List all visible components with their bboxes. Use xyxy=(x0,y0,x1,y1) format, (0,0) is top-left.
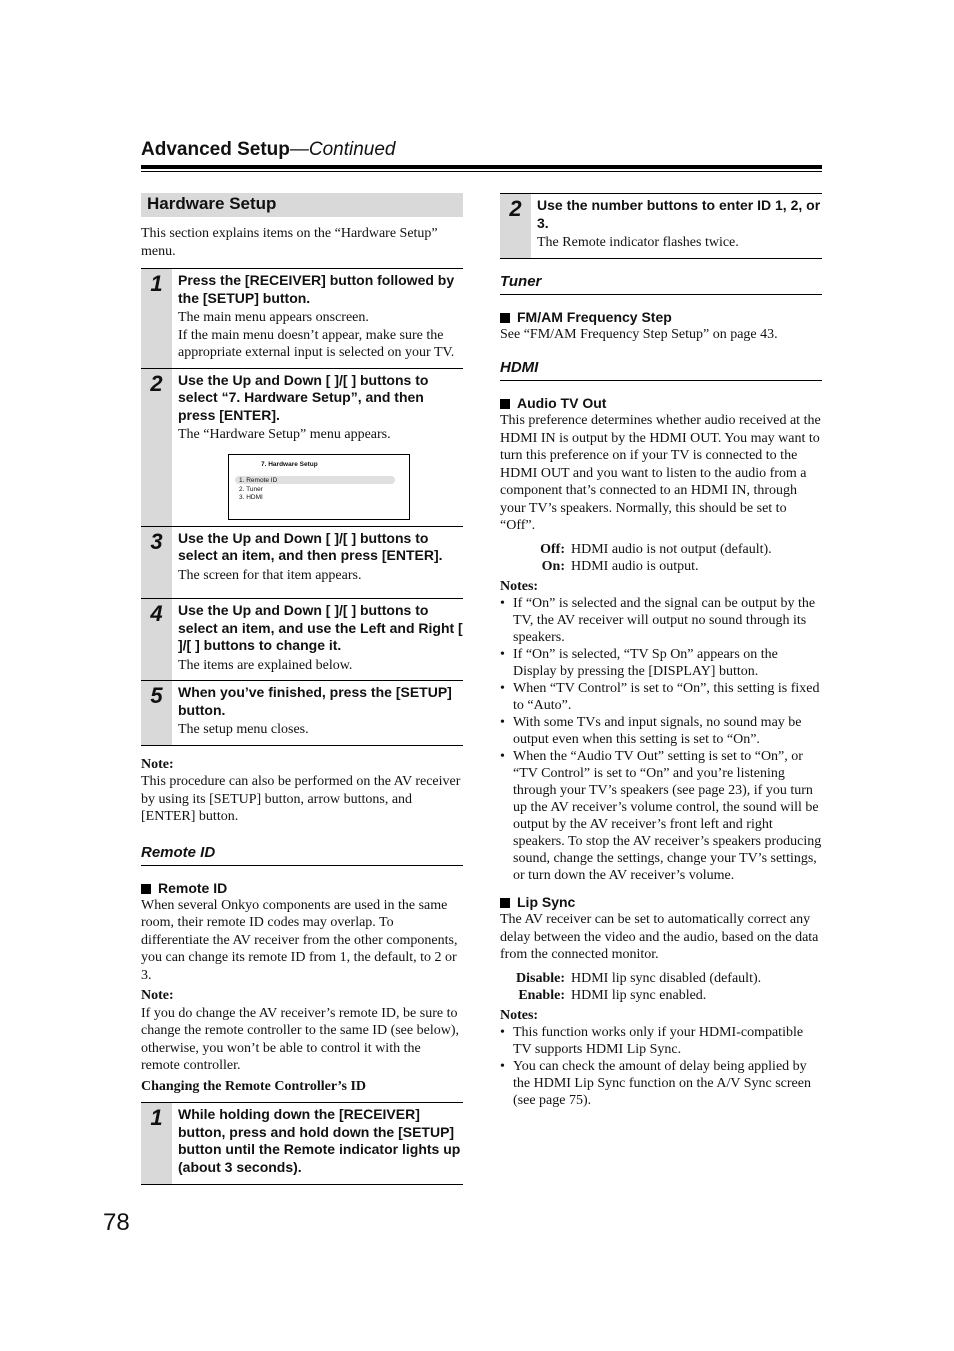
step-title: While holding down the [RECEIVER] button, press and hold down the [SETUP] button until the Remote indicator lights up (about 3 seconds). xyxy=(178,1106,461,1175)
audio-notes-list xyxy=(500,595,822,884)
note-text: This procedure can also be performed on the AV receiver by using its [SETUP] button, arrow buttons, and [ENTER] button. xyxy=(141,774,461,824)
screen-item: 3. HDMI xyxy=(239,493,263,501)
list-item: • If “On” is selected and the signal can be output by the TV, the AV receiver will output no sound through its speakers. xyxy=(513,595,822,646)
header-subtitle: —Continued xyxy=(289,139,396,160)
step-title: When you’ve finished, press the [SETUP] button. xyxy=(178,684,452,718)
step-text: The Remote indicator flashes twice. xyxy=(537,235,739,250)
square-bullet-icon xyxy=(141,884,151,894)
item-label: Remote ID xyxy=(158,879,228,896)
page-header xyxy=(141,139,822,161)
steps-list xyxy=(141,268,463,746)
step-title: Use the number buttons to enter ID 1, 2, or 3. xyxy=(537,197,821,231)
step-number: 1 xyxy=(141,1103,172,1184)
lip-notes-list xyxy=(500,1024,822,1109)
audio-options xyxy=(500,541,822,575)
step-number: 4 xyxy=(141,599,172,680)
step-number: 2 xyxy=(141,369,172,526)
tuner-item xyxy=(500,309,822,326)
option-key: On: xyxy=(541,558,565,574)
square-bullet-icon xyxy=(500,898,510,908)
step-title: Use the Up and Down [ ]/[ ] buttons to select an item, and then press [ENTER]. xyxy=(178,529,443,563)
tuner-heading: Tuner xyxy=(500,273,822,295)
step-number: 2 xyxy=(500,194,531,258)
step-number: 1 xyxy=(141,269,172,368)
step-number: 3 xyxy=(141,527,172,599)
step-3 xyxy=(141,526,463,599)
remote-steps-list xyxy=(141,1102,463,1185)
list-item: • When the “Audio TV Out” setting is set to “On”, or “TV Control” is set to “On” and you’re listening through your TV’s speakers (see page 23), if you turn up the AV receiver’s volume control, the sound will be output by the AV receiver’s front left and right speakers. To stop the AV receiver’s speakers producing sound, change the settings, change your TV’s settings, or turn down the AV receiver’s volume. xyxy=(513,748,822,884)
section-banner: Hardware Setup xyxy=(141,193,463,217)
right-column xyxy=(500,193,822,1109)
list-item: • This function works only if your HDMI-compatible TV supports HDMI Lip Sync. xyxy=(513,1024,822,1058)
header-rule-thin xyxy=(141,171,822,172)
step-5 xyxy=(141,680,463,745)
step-2 xyxy=(141,368,463,526)
square-bullet-icon xyxy=(500,313,510,323)
hdmi-heading: HDMI xyxy=(500,359,822,381)
option-value: HDMI lip sync enabled. xyxy=(571,987,707,1003)
step-text: The main menu appears onscreen. xyxy=(178,310,369,325)
lip-sync-text: The AV receiver can be set to automatically correct any delay between the video and the audio, based on the data from the connected monitor. xyxy=(500,912,819,962)
header-rule xyxy=(141,165,822,169)
screen-item: 2. Tuner xyxy=(239,485,263,493)
left-column xyxy=(141,193,463,1185)
step-1 xyxy=(141,268,463,368)
menu-screen-illustration xyxy=(228,454,410,520)
changing-id-label: Changing the Remote Controller’s ID xyxy=(141,1078,367,1094)
remote-step-1 xyxy=(141,1102,463,1184)
notes-label: Notes: xyxy=(500,578,539,594)
option-key: Off: xyxy=(540,541,565,557)
remote-id-heading: Remote ID xyxy=(141,844,463,866)
step-4 xyxy=(141,598,463,680)
list-item: • When “TV Control” is set to “On”, this setting is fixed to “Auto”. xyxy=(513,680,822,714)
item-label: FM/AM Frequency Step xyxy=(517,308,672,325)
step-text: If the main menu doesn’t appear, make sure the appropriate external input is selected on your TV. xyxy=(178,327,455,360)
lip-sync-options xyxy=(500,970,822,1004)
step-title: Use the Up and Down [ ]/[ ] buttons to select an item, and use the Left and Right [ ]/[ ] buttons to change it. xyxy=(178,602,463,653)
audio-tv-out-item xyxy=(500,395,822,412)
remote-id-text: When several Onkyo components are used in the same room, their remote ID codes may overlap. To differentiate the AV receiver from the other components, you can change its remote ID from 1, the default, to 2 or 3. xyxy=(141,897,458,983)
item-label: Lip Sync xyxy=(517,894,576,910)
notes-label: Notes: xyxy=(500,1007,539,1023)
step-text: The “Hardware Setup” menu appears. xyxy=(178,427,391,442)
square-bullet-icon xyxy=(500,399,510,409)
header-title: Advanced Setup xyxy=(141,139,290,160)
page-number: 78 xyxy=(103,1209,130,1236)
intro-text: This section explains items on the “Hardware Setup” menu. xyxy=(141,226,438,259)
remote-id-note: If you do change the AV receiver’s remote ID, be sure to change the remote controller to the same ID (see below), otherwise, you won’t be able to control it with the remote controller. xyxy=(141,1005,459,1073)
option-value: HDMI audio is not output (default). xyxy=(571,541,772,557)
note-label: Note: xyxy=(141,756,174,772)
step-text: The screen for that item appears. xyxy=(178,567,362,583)
remote-steps-list-cont xyxy=(500,193,822,259)
step-title: Press the [RECEIVER] button followed by the [SETUP] button. xyxy=(178,272,455,306)
note-label: Note: xyxy=(141,988,174,1003)
step-text: The setup menu closes. xyxy=(178,722,309,737)
option-key: Enable: xyxy=(518,987,565,1003)
tuner-text: See “FM/AM Frequency Step Setup” on page 43. xyxy=(500,326,778,342)
audio-tv-out-text: This preference determines whether audio received at the HDMI IN is output by the HDMI OUT. You may want to turn this preference on if your TV is connected to the HDMI OUT and you want to listen to the audio from a component that’s connected to an HDMI IN, through your TV’s speakers. Normally, this should be set to “Off”. xyxy=(500,413,821,533)
screen-title: 7. Hardware Setup xyxy=(261,460,318,468)
remote-id-item xyxy=(141,880,463,897)
screen-item: 1. Remote ID xyxy=(239,476,278,484)
list-item: • With some TVs and input signals, no sound may be output even when this setting is set to “On”. xyxy=(513,714,822,748)
step-title: Use the Up and Down [ ]/[ ] buttons to select “7. Hardware Setup”, and then press [ENTER]. xyxy=(178,371,429,423)
remote-step-2 xyxy=(500,193,822,258)
list-item: • You can check the amount of delay being applied by the HDMI Lip Sync function on the A/V Sync screen (see page 75). xyxy=(513,1058,822,1109)
item-label: Audio TV Out xyxy=(517,395,607,411)
lip-sync-item xyxy=(500,894,822,911)
option-value: HDMI audio is output. xyxy=(571,558,699,574)
step-text: The items are explained below. xyxy=(178,657,353,673)
option-value: HDMI lip sync disabled (default). xyxy=(571,970,762,986)
step-number: 5 xyxy=(141,681,172,745)
list-item: • If “On” is selected, “TV Sp On” appears on the Display by pressing the [DISPLAY] button. xyxy=(513,646,822,680)
option-key: Disable: xyxy=(516,970,565,986)
